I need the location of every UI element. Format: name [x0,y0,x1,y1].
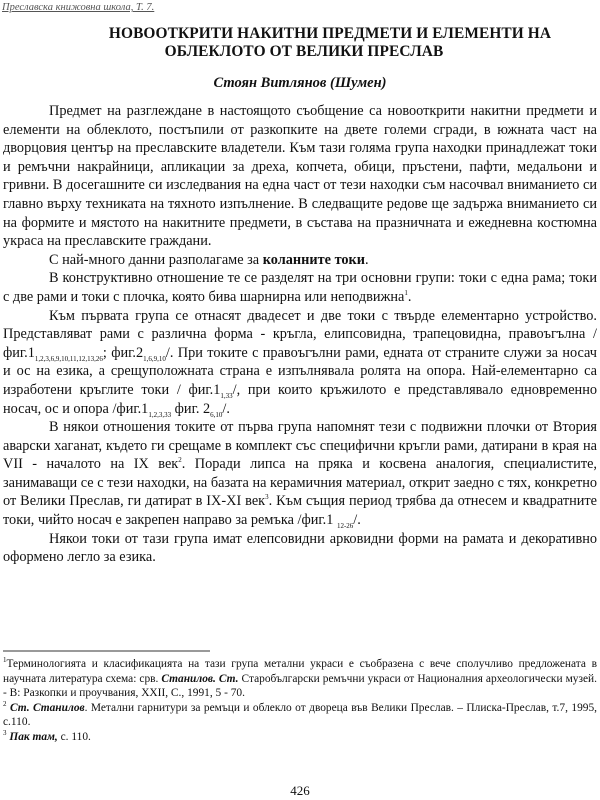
paragraph-1: Предмет на разглеждане в настоящото съобщение са новооткрити накитни предмети и елементи на облеклото, постъпили от разкопките на двете големи сгради, в южната част на дворцовия център на преславските владетели. Към тази голяма група находки принадлежат токи и ремъчни накрайници, апликации за дреха, копчета, обици, пръстени, пафти, медальони и гривни. В досегашните си изследвания на една част от тези находки съм насочвал вниманието си главно върху техниката на тяхното изпълнение. В следващите редове ще задържа вниманието си на формите и мястото на накитните предмети, в състава на празничната и ежедневна костюмна украса на преславските граждани. [3,103,597,250]
figure-subscript: 1,33 [220,391,233,400]
paragraph-6: Някои токи от тази група имат елепсовидни арковидни форми на рамата и декоративно оформено легло за езика. [3,530,597,566]
text-run: Терминологията и класификацията на тази група метални украси е съобразена с вече сполучливо предложената в научната литература схема: срв. [3,658,597,685]
title-line-1: НОВООТКРИТИ НАКИТНИ ПРЕДМЕТИ И ЕЛЕМЕНТИ НА [108,25,552,42]
running-head: Преславска книжовна школа, Т. 7. [2,2,155,13]
text-run: с. 110. [57,730,91,743]
footnote-marker: 3 [3,729,7,738]
text-run: В някои отношения токите от първа група напомнят тези с подвижни плочки от Втория аварски хаганат, където ги срещаме в комплект със специфични кръгли рами, датирани в края на VII - началото на IX век [3,419,597,473]
text-run: ; фиг.2 [102,344,144,361]
footnote-3 [3,730,597,745]
text-run: фиг. 2 [171,400,211,417]
footnote-ref-1[interactable]: 1 [404,289,408,298]
cited-author: Пак там, [9,730,58,743]
footnote-1 [3,657,597,701]
paragraph-2 [3,251,597,270]
paragraph-5 [3,418,597,530]
text-run: Старобългарски ремъчни украси от Националния археологически музей. - В: Разкопки и проучвания, XXII, С., 1991, 5 - 70. [3,672,597,700]
text-run: . Поради липса на пряка и косвена аналогия, специалистите, занимаващи се с тези находки, на базата на керамичния материал, открит заедно с тях, конкретно от Велики Преслав, ги датират в IX-XI век [3,456,597,510]
figure-subscript: 1,6,9,10 [143,354,166,363]
emphasis-belt-buckles: коланните токи [262,251,366,268]
footnote-ref-3[interactable]: 3 [265,493,269,502]
paragraph-4 [3,307,597,419]
page-number: 426 [290,783,310,798]
footnote-separator [3,650,210,652]
figure-subscript: 1,2,3,33 [148,410,172,419]
text-run: /. При токите с правоъгълни рами, едната от страните служи за носач и ос на езика, а срещуположната страна е изпълнявала ролята на опора. Най-елементарно са изработени кръглите токи / фиг.1 [3,344,597,398]
text-run: . [407,288,412,305]
cited-author: Станилов. Ст. [161,672,239,685]
footnote-marker: 1 [3,656,7,665]
text-run: В конструктивно отношение те се разделят на три основни групи: токи с една рама; токи с две рами и токи с плочка, която бива шарнирна или неподвижна [3,270,597,305]
text-run: . Метални гарнитури за ремъци и облекло от двореца във Велики Преслав. – Плиска-Преслав, т.7, 1995, с.110. [3,701,597,729]
figure-subscript: 1,2,3,6,9,10,11,12,13,26 [34,354,103,363]
paragraph-3 [3,269,597,306]
cited-author: Ст. Станилов [9,701,85,714]
article-title [0,25,600,61]
figure-subscript: 12-26 [336,521,354,530]
text-run: . [365,251,369,268]
figure-subscript: 6,10 [210,410,223,419]
footnote-ref-2[interactable]: 2 [178,456,182,465]
footnote-2 [3,701,597,730]
title-line-2: ОБЛЕКЛОТО ОТ ВЕЛИКИ ПРЕСЛАВ [164,43,444,60]
article-body [3,102,597,567]
text-run: /. [222,400,230,417]
author-line: Стоян Витлянов (Шумен) [213,75,387,91]
text-run: С най-много данни разполагаме за [49,251,263,268]
footnotes [3,657,597,745]
footnote-marker: 2 [3,699,7,708]
text-run: Към първата група се отнасят двадесет и две токи с твърде елементарно устройство. Представляват рами с различна форма - кръгла, елипсовидна, трапецовидна, правоъгълна /фиг.1 [3,307,597,361]
text-run: . Към същия период трябва да отнесем и квадратните токи, чийто носач е закрепен направо за ремъка /фиг.1 [3,493,597,529]
text-run: /. [353,512,361,529]
text-run: /, при които кръжилото е представлявало едновременно носач, ос и опора /фиг.1 [3,381,598,417]
